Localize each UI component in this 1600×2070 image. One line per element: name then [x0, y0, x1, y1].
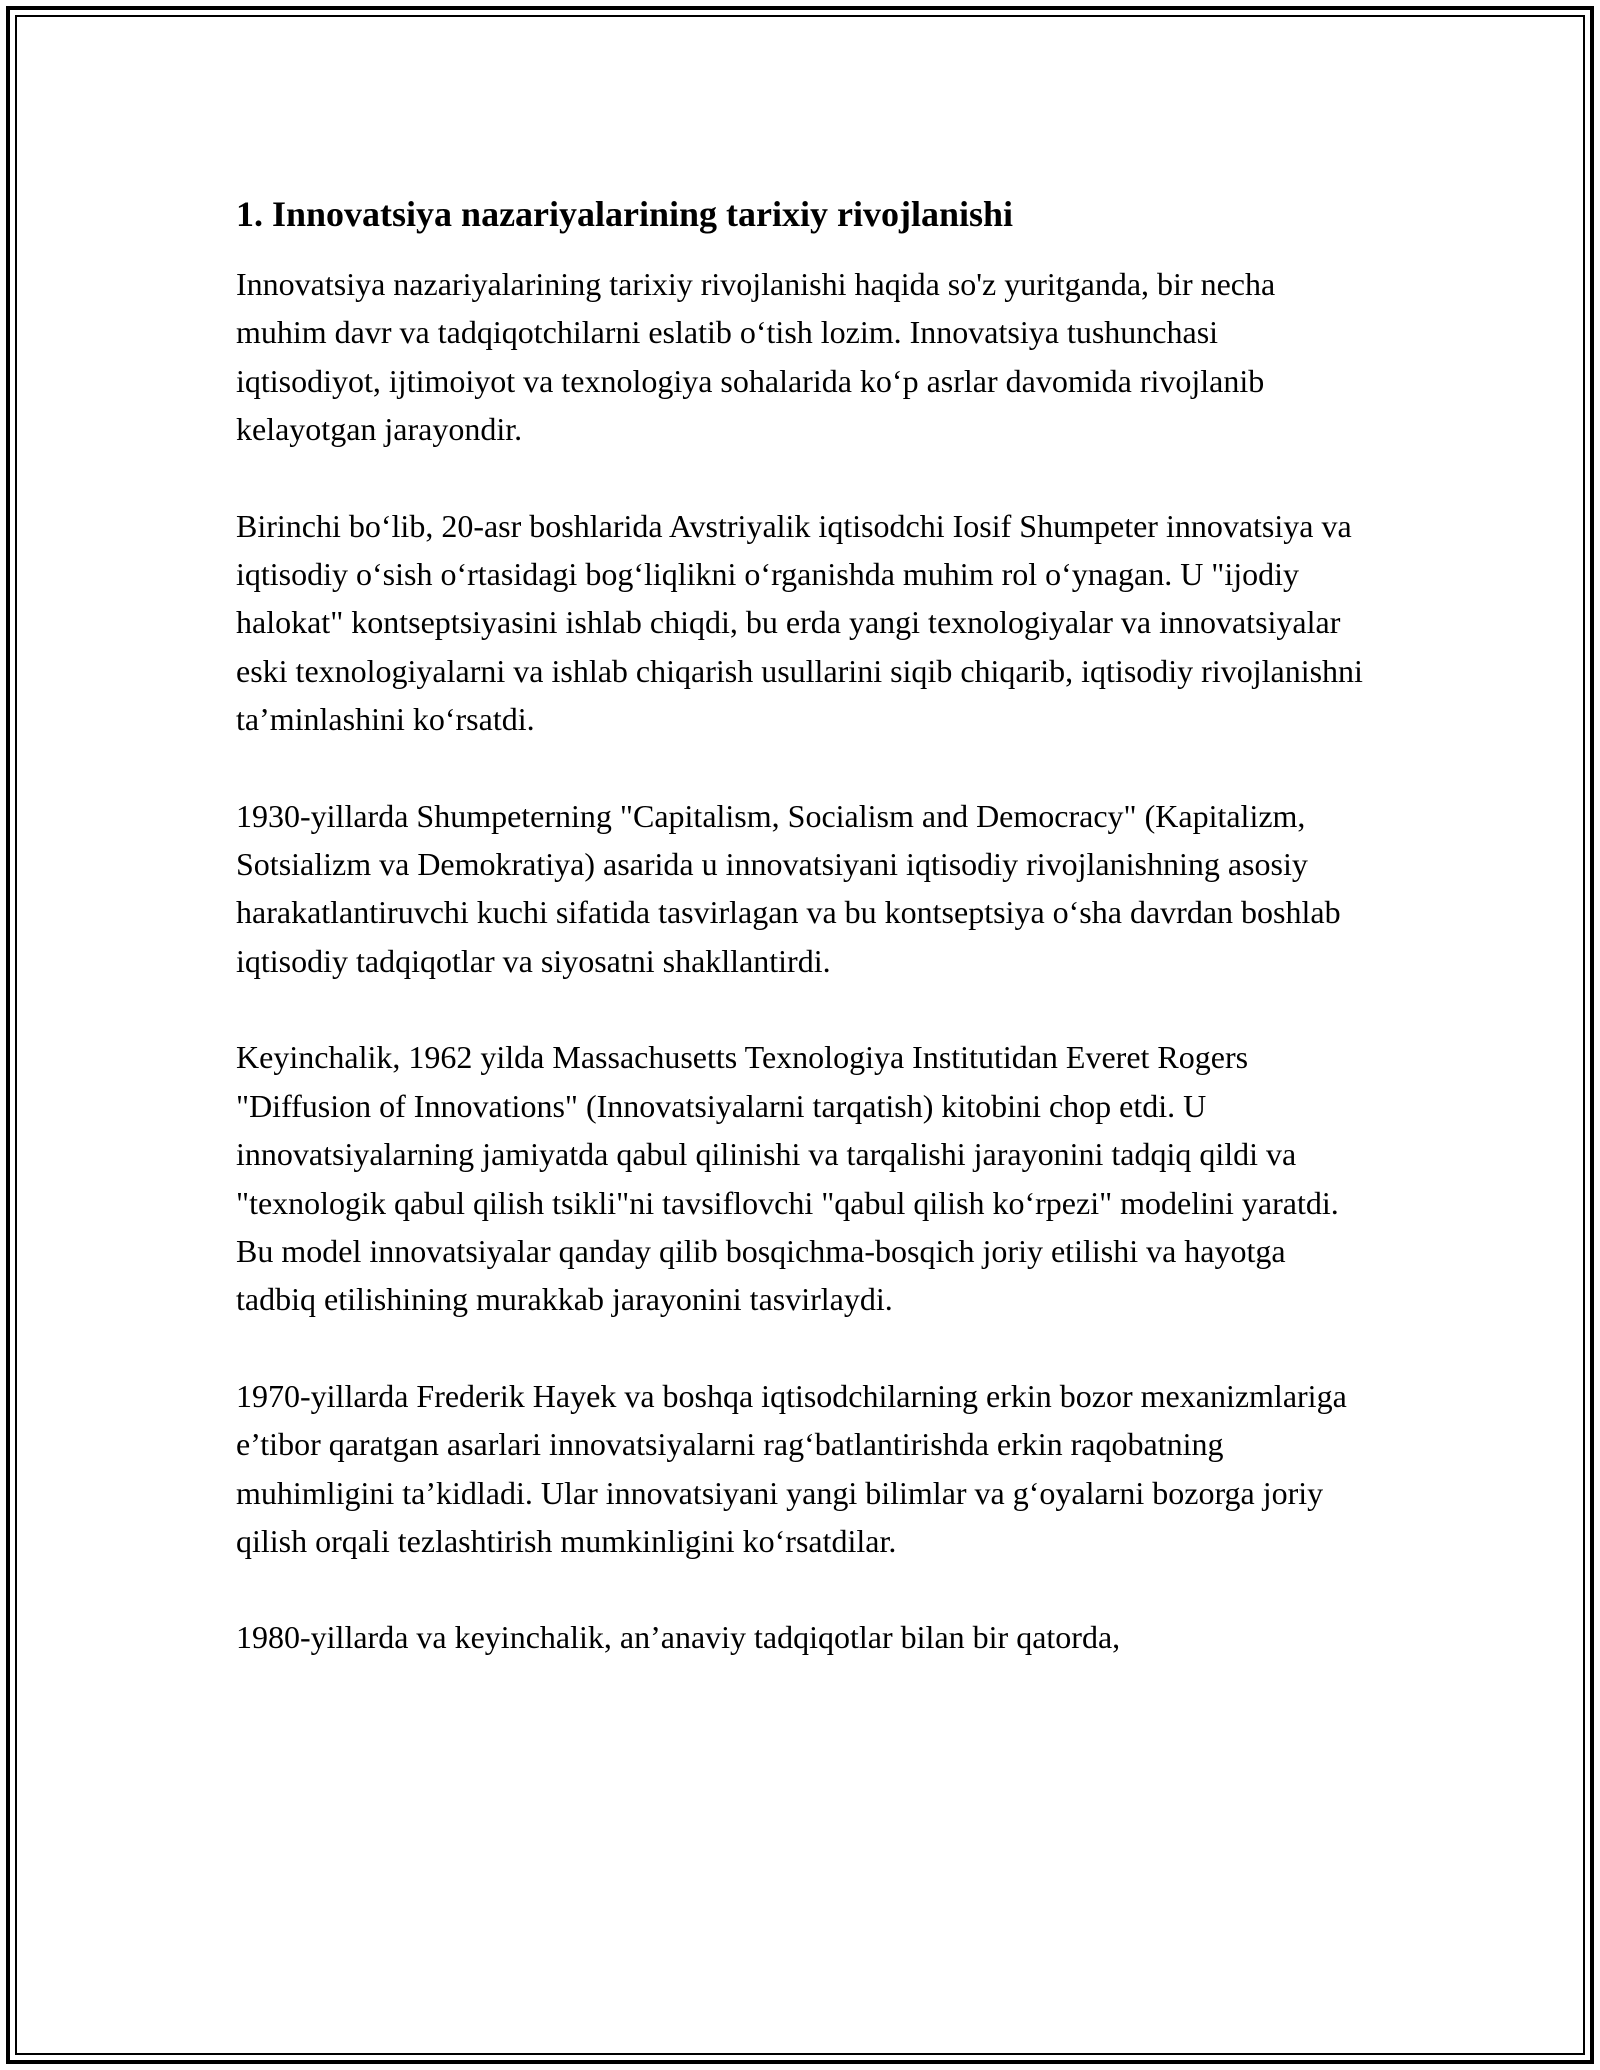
paragraph-1970s: 1970-yillarda Frederik Hayek va boshqa iqtisodchilarning erkin bozor mexanizmlariga e’tibor qaratgan asarlari innovatsiyalarni rag‘batlantirishda erkin raqobatning muhimligini ta’kidladi. Ular innovatsiyani yangi bilimlar va g‘oyalarni bozorga joriy qilish orqali tezlashtirish mumkinligini ko‘rsatdilar.	[236, 1377, 1347, 1559]
paragraph-shumpeter: Birinchi bo‘lib, 20-asr boshlarida Avstriyalik iqtisodchi Iosif Shumpeter innovatsiya va iqtisodiy o‘sish o‘rtasidagi bog‘liqlikni o‘rganishda muhim rol o‘ynagan. U "ijodiy halokat" kontseptsiyasini ishlab chiqdi, bu erda yangi texnologiyalar va innovatsiyalar eski texnologiyalarni va ishlab chiqarish usullarini siqib chiqarib, iqtisodiy rivojlanishni ta’minlashini ko‘rsatdi.	[236, 507, 1363, 738]
paragraph-rogers: Keyinchalik, 1962 yilda Massachusetts Texnologiya Institutidan Everet Rogers "Diffusion of Innovations" (Innovatsiyalarni tarqatish) kitobini chop etdi. U innovatsiyalarning jamiyatda qabul qilinishi va tarqalishi jarayonini tadqiq qildi va "texnologik qabul qilish tsikli"ni tavsiflovchi "qabul qilish ko‘rpezi" modelini yaratdi. Bu model innovatsiyalar qanday qilib bosqichma-bosqich joriy etilishi va hayotga tadbiq etilishining murakkab jarayonini tasvirlaydi.	[236, 1039, 1339, 1318]
paragraph-1980s: 1980-yillarda va keyinchalik, an’anaviy tadqiqotlar bilan bir qatorda,	[236, 1619, 1121, 1656]
paragraph-intro: Innovatsiya nazariyalarining tarixiy rivojlanishi haqida so'z yuritganda, bir necha muhim davr va tadqiqotchilarni eslatib o‘tish lozim. Innovatsiya tushunchasi iqtisodiyot, ijtimoiyot va texnologiya sohalarida ko‘p asrlar davomida rivojlanib kelayotgan jarayondir.	[236, 266, 1276, 448]
paragraph-1930s: 1930-yillarda Shumpeterning "Capitalism, Socialism and Democracy" (Kapitalizm, Sotsializm va Demokratiya) asarida u innovatsiyani iqtisodiy rivojlanishning asosiy harakatlantiruvchi kuchi sifatida tasvirlagan va bu kontseptsiya o‘sha davrdan boshlab iqtisodiy tadqiqotlar va siyosatni shakllantirdi.	[236, 797, 1341, 979]
document-body	[236, 186, 1366, 1710]
section-heading: 1. Innovatsiya nazariyalarining tarixiy rivojlanishi	[236, 194, 1014, 234]
